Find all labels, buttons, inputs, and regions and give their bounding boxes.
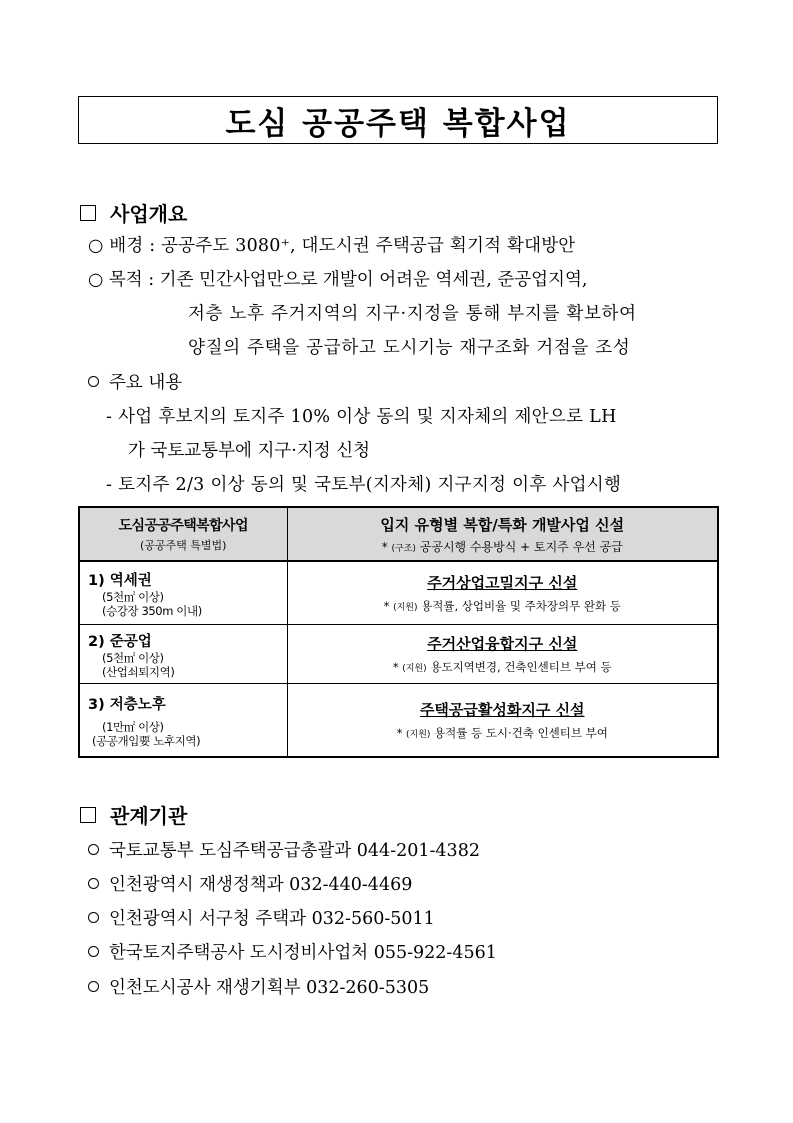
- circle-bullet-icon: [88, 376, 99, 387]
- circle-bullet-icon: [88, 912, 99, 923]
- row-type-cell: 2) 준공업 (5천㎡ 이상) (산업쇠퇴지역): [79, 625, 287, 684]
- header-left-cell: [79, 507, 287, 561]
- square-bullet-icon: [80, 807, 96, 823]
- detail-line-3: - 토지주 2/3 이상 동의 및 국토부(지자체) 지구지정 이후 사업시행: [106, 475, 622, 495]
- table-header-row: [79, 507, 718, 561]
- table-row: [79, 684, 718, 758]
- row-detail-cell: 주거상업고밀지구 신설 * (지원) 용적률, 상업비율 및 주차장의무 완화 등: [287, 561, 718, 625]
- table-row: [79, 625, 718, 684]
- detail-line-1: - 사업 후보지의 토지주 10% 이상 동의 및 지자체의 제안으로 LH: [106, 407, 617, 427]
- main-content-heading: 주요 내용: [88, 369, 182, 394]
- header-right-cell: [287, 507, 718, 561]
- section-label: 사업개요: [110, 202, 188, 226]
- background-line: ○ 배경 : 공공주도 3080⁺, 대도시권 주택공급 획기적 확대방안: [88, 236, 576, 256]
- square-bullet-icon: [80, 205, 96, 221]
- project-type-table: [78, 506, 719, 758]
- header-right-sub: * (구조) 공공시행 수용방식 + 토지주 우선 공급: [381, 539, 623, 554]
- contact-line: 인천광역시 재생정책과 032-440-4469: [88, 871, 412, 896]
- contact-line: 인천도시공사 재생기획부 032-260-5305: [88, 974, 429, 999]
- purpose-line-3: 양질의 주택을 공급하고 도시기능 재구조화 거점을 조성: [188, 338, 631, 358]
- circle-bullet-icon: [88, 981, 99, 992]
- table-row: [79, 561, 718, 625]
- header-right-title: 입지 유형별 복합/특화 개발사업 신설: [380, 515, 625, 534]
- contact-line: 인천광역시 서구청 주택과 032-560-5011: [88, 905, 435, 930]
- purpose-line-1: ○ 목적 : 기존 민간사업만으로 개발이 어려운 역세권, 준공업지역,: [88, 270, 588, 290]
- header-left-sub: (공공주택 특별법): [140, 539, 227, 552]
- section-label: 관계기관: [110, 804, 188, 828]
- title-box: [78, 96, 718, 144]
- row-detail-cell: 주거산업융합지구 신설 * (지원) 용도지역변경, 건축인센티브 부여 등: [287, 625, 718, 684]
- contact-line: 국토교통부 도심주택공급총괄과 044-201-4382: [88, 837, 480, 862]
- circle-bullet-icon: [88, 844, 99, 855]
- purpose-line-2: 저층 노후 주거지역의 지구·지정을 통해 부지를 확보하여: [188, 304, 637, 324]
- header-left-title: 도심공공주택복합사업: [118, 518, 248, 534]
- section-overview-heading: [80, 198, 187, 227]
- section-agencies-heading: [80, 800, 187, 829]
- circle-bullet-icon: [88, 946, 99, 957]
- contact-line: 한국토지주택공사 도시정비사업처 055-922-4561: [88, 939, 497, 964]
- row-type-cell: 3) 저층노후 (1만㎡ 이상) (공공개입要 노후지역): [79, 684, 287, 758]
- row-detail-cell: 주택공급활성화지구 신설 * (지원) 용적률 등 도시·건축 인센티브 부여: [287, 684, 718, 758]
- circle-bullet-icon: [88, 878, 99, 889]
- row-type-cell: 1) 역세권 (5천㎡ 이상) (승강장 350m 이내): [79, 561, 287, 625]
- detail-line-2: 가 국토교통부에 지구·지정 신청: [128, 441, 371, 461]
- page-title: 도심 공공주택 복합사업: [225, 105, 571, 142]
